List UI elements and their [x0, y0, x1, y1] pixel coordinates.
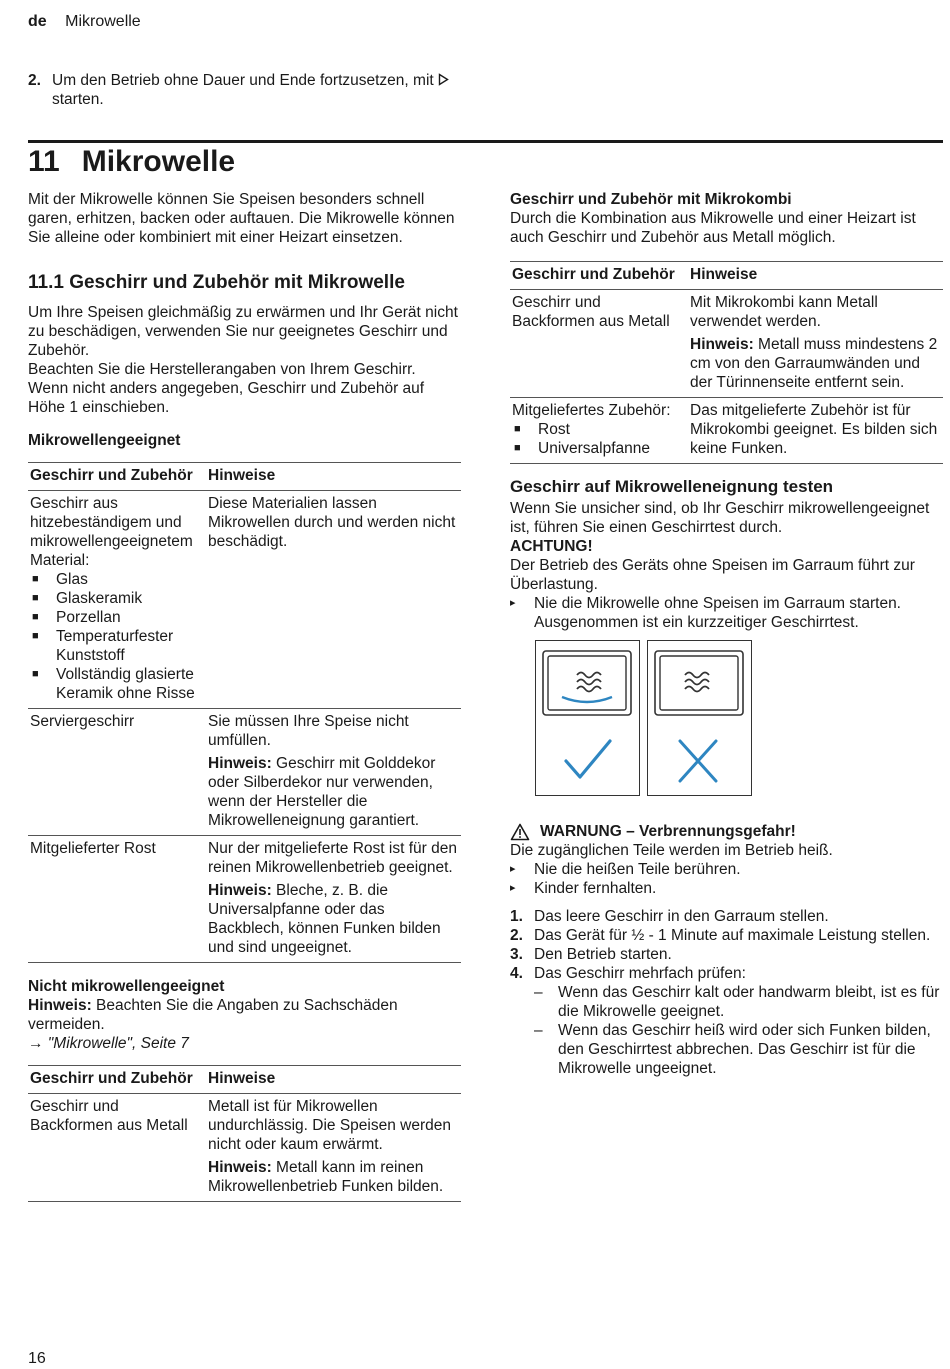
warning-text: Die zugänglichen Teile werden im Betrieb heiß.	[510, 842, 833, 859]
hint-body: Geschirr mit Golddekor oder Silberdekor nur verwenden, wenn der Hersteller die Mikrowelleneignung garantiert.	[208, 755, 436, 829]
chapter-intro: Mit der Mikrowelle können Sie Speisen besonders schnell garen, erhitzen, backen oder auftauen. Die Mikrowelle können Sie alleine oder kombiniert mit einer Heizart einsetzen.	[28, 191, 455, 246]
step-number: 3.	[510, 946, 523, 963]
list-item	[30, 570, 200, 589]
suitable-table	[28, 462, 461, 963]
table-row	[28, 1094, 461, 1202]
hint-label: Hinweis:	[208, 882, 272, 899]
triangle-bullet-icon: ▸	[510, 597, 516, 609]
list-item	[512, 439, 682, 458]
hint-label: Hinweis:	[28, 997, 92, 1014]
list-item-text: Nie die heißen Teile berühren.	[534, 861, 741, 878]
list-item	[510, 1021, 943, 1078]
warning-heading	[510, 822, 943, 841]
section-paragraph-1: Um Ihre Speisen gleichmäßig zu erwärmen und Ihr Gerät nicht zu beschädigen, verwenden Sie nur geeignetes Geschirr und Zubehör.	[28, 304, 458, 359]
table-row	[28, 836, 461, 963]
square-bullet-icon: ■	[514, 442, 521, 454]
list-item	[30, 608, 200, 627]
list-item-text: Temperaturfester Kunststoff	[56, 628, 174, 664]
hint-text	[208, 881, 459, 957]
square-bullet-icon: ■	[32, 630, 39, 642]
test-steps	[510, 907, 943, 1078]
list-item	[510, 945, 943, 964]
list-item	[512, 420, 682, 439]
section-paragraph-2: Beachten Sie die Herstellerangaben von Ihrem Geschirr.	[28, 361, 416, 378]
item-cell: Geschirr und Backformen aus Metall	[30, 1098, 188, 1134]
step-text-after: starten.	[52, 91, 104, 108]
triangle-bullet-icon: ▸	[510, 882, 516, 894]
running-header	[28, 12, 141, 31]
right-column	[510, 190, 943, 1078]
column-header-notes: Hinweise	[208, 1070, 276, 1087]
hint-label: Hinweis:	[208, 755, 272, 772]
test-title: Geschirr auf Mikrowelleneignung testen	[510, 477, 834, 496]
column-header-item: Geschirr und Zubehör	[512, 266, 675, 283]
mikrokombi-table	[510, 261, 943, 464]
chapter-rule	[28, 140, 943, 143]
note-text: Nur der mitgelieferte Rost ist für den reinen Mikrowellenbetrieb geeignet.	[208, 840, 457, 876]
dash-bullet-icon: –	[534, 1022, 543, 1039]
square-bullet-icon: ■	[32, 611, 39, 623]
chapter-number: 11	[28, 145, 60, 178]
square-bullet-icon: ■	[32, 573, 39, 585]
mikrokombi-title: Geschirr und Zubehör mit Mikrokombi	[510, 191, 792, 208]
list-item-text: Vollständig glasierte Keramik ohne Risse	[56, 666, 195, 702]
oven-cross-icon	[648, 641, 750, 794]
table-row	[510, 290, 943, 398]
list-item	[30, 589, 200, 608]
section-title-11-1: 11.1 Geschirr und Zubehör mit Mikrowelle	[28, 272, 405, 293]
table-row	[28, 491, 461, 709]
list-item	[510, 926, 943, 945]
dish-test-illustration	[510, 640, 730, 800]
unsuitable-title: Nicht mikrowellengeeignet	[28, 978, 225, 995]
language-code: de	[28, 13, 47, 30]
list-item-text: Porzellan	[56, 609, 121, 626]
header-section: Mikrowelle	[65, 13, 141, 30]
warning-title: WARNUNG – Verbrennungsgefahr!	[540, 823, 796, 840]
warning-triangle-icon	[510, 823, 530, 841]
step-text: Den Betrieb starten.	[534, 946, 672, 963]
achtung-label: ACHTUNG!	[510, 538, 593, 555]
list-item	[510, 964, 943, 983]
step-number: 4.	[510, 965, 523, 982]
hint-body: Metall kann im reinen Mikrowellenbetrieb Funken bilden.	[208, 1159, 444, 1195]
list-item	[510, 983, 943, 1021]
notes-cell	[206, 709, 461, 836]
chapter-name: Mikrowelle	[81, 145, 236, 178]
substep-text: Wenn das Geschirr kalt oder handwarm bleibt, ist es für die Mikrowelle geeignet.	[558, 984, 940, 1020]
column-header-notes: Hinweise	[690, 266, 758, 283]
list-item-text: Glas	[56, 571, 88, 588]
dash-bullet-icon: –	[534, 984, 543, 1001]
item-cell: Geschirr aus hitzebeständigem und mikrowellengeeignetem Material:	[30, 495, 193, 569]
hint-label: Hinweis:	[208, 1159, 272, 1176]
notes-cell	[206, 491, 461, 709]
cross-reference-link[interactable]: → "Mikrowelle", Seite 7	[28, 1035, 189, 1052]
hint-text	[208, 754, 459, 830]
list-item	[510, 907, 943, 926]
hint-label: Hinweis:	[690, 336, 754, 353]
hint-body: Beachten Sie die Angaben zu Sachschäden vermeiden.	[28, 997, 398, 1033]
table-header-row	[510, 262, 943, 290]
list-item-text: Universalpfanne	[538, 440, 651, 457]
table-header-row	[28, 1066, 461, 1094]
square-bullet-icon: ■	[32, 592, 39, 604]
oven-check-icon	[536, 641, 638, 794]
list-item	[30, 665, 200, 703]
list-item-text: Nie die Mikrowelle ohne Speisen im Garraum starten. Ausgenommen ist ein kurzzeitiger Geschirrtest.	[534, 595, 901, 631]
note-text: Das mitgelieferte Zubehör ist für Mikrokombi geeignet. Es bilden sich keine Funken.	[690, 402, 938, 457]
chapter-title	[28, 145, 235, 179]
note-text: Diese Materialien lassen Mikrowellen durch und werden nicht beschädigt.	[208, 495, 456, 550]
item-cell: Mitgelieferter Rost	[30, 840, 156, 857]
list-item	[30, 627, 200, 665]
list-item-text: Kinder fernhalten.	[534, 880, 657, 897]
suitable-title: Mikrowellengeeignet	[28, 432, 181, 449]
step-text	[52, 71, 468, 109]
step-text: Das leere Geschirr in den Garraum stellen.	[534, 908, 829, 925]
step-number: 1.	[510, 908, 523, 925]
square-bullet-icon: ■	[32, 668, 39, 680]
step-text-before: Um den Betrieb ohne Dauer und Ende fortzusetzen, mit	[52, 72, 438, 89]
continuation-step	[28, 71, 468, 109]
notes-cell	[206, 836, 461, 963]
item-cell: Mitgeliefertes Zubehör:	[512, 402, 671, 419]
hint-body: Metall muss mindestens 2 cm von den Garraumwänden und der Türinnenseite entfernt sein.	[690, 336, 938, 391]
step-number: 2.	[510, 927, 523, 944]
substep-text: Wenn das Geschirr heiß wird oder sich Funken bilden, den Geschirrtest abbrechen. Das Geschirr ist für die Mikrowelle ungeeignet.	[558, 1022, 931, 1077]
triangle-bullet-icon: ▸	[510, 863, 516, 875]
step-text: Das Gerät für ½ - 1 Minute auf maximale Leistung stellen.	[534, 927, 931, 944]
square-bullet-icon: ■	[514, 423, 521, 435]
section-paragraph-3: Wenn nicht anders angegeben, Geschirr und Zubehör auf Höhe 1 einschieben.	[28, 380, 425, 416]
hint-body: Bleche, z. B. die Universalpfanne oder das Backblech, können Funken bilden und sind ungeeignet.	[208, 882, 441, 956]
left-column	[28, 190, 461, 1202]
table-row	[510, 398, 943, 464]
item-cell: Serviergeschirr	[30, 713, 135, 730]
suitable-dish-panel	[535, 640, 640, 796]
page-number: 16	[28, 1350, 46, 1367]
mikrokombi-text: Durch die Kombination aus Mikrowelle und einer Heizart ist auch Geschirr und Zubehör aus Metall möglich.	[510, 210, 916, 246]
hint-text	[690, 335, 941, 392]
notes-cell	[688, 290, 943, 398]
column-header-notes: Hinweise	[208, 467, 276, 484]
note-text: Metall ist für Mikrowellen undurchlässig. Die Speisen werden nicht oder kaum erwärmt.	[208, 1098, 451, 1153]
test-text: Wenn Sie unsicher sind, ob Ihr Geschirr mikrowellengeeignet ist, führen Sie einen Geschirrtest durch.	[510, 500, 930, 536]
play-icon	[438, 72, 449, 89]
column-header-item: Geschirr und Zubehör	[30, 467, 193, 484]
list-item	[510, 594, 943, 632]
list-item	[510, 860, 943, 879]
item-cell: Geschirr und Backformen aus Metall	[512, 294, 670, 330]
table-header-row	[28, 463, 461, 491]
achtung-text: Der Betrieb des Geräts ohne Speisen im Garraum führt zur Überlastung.	[510, 557, 915, 593]
table-row	[28, 709, 461, 836]
list-item-text: Rost	[538, 421, 570, 438]
hint-text	[208, 1158, 459, 1196]
unsuitable-table	[28, 1065, 461, 1202]
note-text: Sie müssen Ihre Speise nicht umfüllen.	[208, 713, 409, 749]
step-text: Das Geschirr mehrfach prüfen:	[534, 965, 746, 982]
unsuitable-hint	[28, 996, 461, 1034]
notes-cell	[688, 398, 943, 464]
notes-cell	[206, 1094, 461, 1202]
list-item	[510, 879, 943, 898]
step-number: 2.	[28, 72, 41, 89]
note-text: Mit Mikrokombi kann Metall verwendet werden.	[690, 294, 878, 330]
unsuitable-dish-panel	[647, 640, 752, 796]
column-header-item: Geschirr und Zubehör	[30, 1070, 193, 1087]
list-item-text: Glaskeramik	[56, 590, 143, 607]
